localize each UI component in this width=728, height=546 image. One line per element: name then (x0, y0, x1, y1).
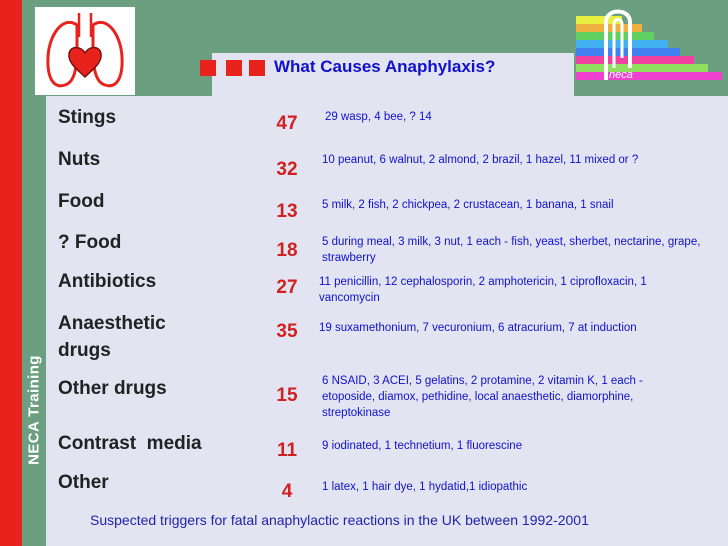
row-label: Contrast media (58, 433, 202, 454)
row-detail: 9 iodinated, 1 technetium, 1 fluorescine (322, 440, 523, 452)
row-detail: 10 peanut, 6 walnut, 2 almond, 2 brazil, 1 hazel, 11 mixed or ? (322, 154, 639, 166)
row-label: Stings (58, 107, 117, 128)
neca-logo (576, 2, 722, 90)
row-label: ? Food (58, 232, 122, 253)
row-count: 15 (276, 385, 298, 406)
lung-heart-logo (35, 7, 135, 95)
row-label: Nuts (58, 149, 101, 170)
row-count: 35 (276, 321, 298, 342)
row-label: Antibiotics (58, 271, 157, 292)
row-detail: 1 latex, 1 hair dye, 1 hydatid,1 idiopathic (322, 481, 528, 493)
vertical-brand-text: NECA Training (25, 355, 43, 465)
row-label: Other (58, 472, 109, 493)
row-count: 18 (276, 240, 298, 261)
bullet-square (200, 60, 216, 76)
row-detail: 5 milk, 2 fish, 2 chickpea, 2 crustacean, 1 banana, 1 snail (322, 199, 614, 211)
row-detail: 11 penicillin, 12 cephalosporin, 2 amphotericin, 1 ciprofloxacin, 1 vancomycin (319, 276, 647, 304)
logo-text: neca (609, 69, 633, 81)
slide-title: What Causes Anaphylaxis? (274, 57, 496, 76)
left-red-bar (0, 0, 22, 546)
bullet-square (249, 60, 265, 76)
row-count: 27 (276, 277, 298, 298)
row-detail: 5 during meal, 3 milk, 3 nut, 1 each - fish, yeast, sherbet, nectarine, grape, strawberry (322, 236, 701, 264)
row-count: 11 (276, 440, 298, 461)
row-count: 47 (276, 113, 298, 134)
row-label: Food (58, 191, 105, 212)
row-count: 32 (276, 159, 298, 180)
side-strip (22, 96, 46, 546)
row-count: 4 (281, 481, 293, 502)
row-label: Anaesthetic drugs (58, 313, 166, 361)
footer-caption: Suspected triggers for fatal anaphylactic reactions in the UK between 1992-2001 (90, 512, 589, 528)
row-detail: 19 suxamethonium, 7 vecuronium, 6 atracurium, 7 at induction (319, 322, 637, 334)
row-count: 13 (276, 201, 298, 222)
row-detail: 29 wasp, 4 bee, ? 14 (325, 111, 432, 123)
bullet-square (226, 60, 242, 76)
row-label: Other drugs (58, 378, 167, 399)
row-detail: 6 NSAID, 3 ACEI, 5 gelatins, 2 protamine, 2 vitamin K, 1 each - etoposide, diamox, pethidine, local anaesthetic, diamorphine, streptokinase (322, 375, 643, 419)
